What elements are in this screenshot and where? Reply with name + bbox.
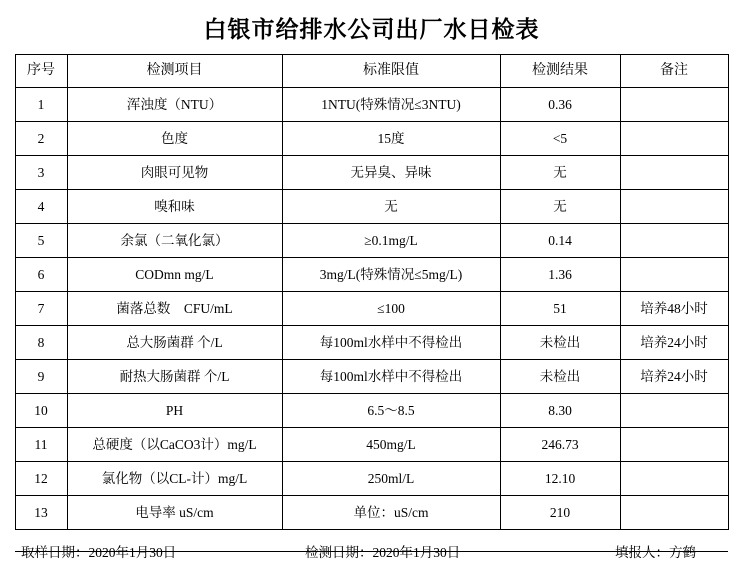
cell-remark (620, 122, 728, 156)
cell-no: 12 (15, 462, 67, 496)
table-row (15, 394, 728, 428)
cell-result: 无 (500, 156, 620, 190)
cell-no: 4 (15, 190, 67, 224)
cell-limit: 1NTU(特殊情况≤3NTU) (282, 88, 500, 122)
cell-item: 耐热大肠菌群 个/L (67, 360, 282, 394)
cell-no: 11 (15, 428, 67, 462)
cell-remark (620, 224, 728, 258)
page-title: 白银市给排水公司出厂水日检表 (203, 17, 540, 42)
cell-item: CODmn mg/L (67, 258, 282, 292)
cell-item: 菌落总数 CFU/mL (67, 292, 282, 326)
column-header-remark: 备注 (620, 55, 728, 88)
cell-limit: 每100ml水样中不得检出 (282, 360, 500, 394)
table-row (15, 292, 728, 326)
table-row (15, 224, 728, 258)
cell-item: 肉眼可见物 (67, 156, 282, 190)
cell-remark (620, 394, 728, 428)
table-row (15, 462, 728, 496)
column-header-item: 检测项目 (67, 55, 282, 88)
cell-limit: 无异臭、异味 (282, 156, 500, 190)
cell-remark (620, 156, 728, 190)
cell-limit: 每100ml水样中不得检出 (282, 326, 500, 360)
table-header-row (15, 55, 728, 88)
cell-no: 6 (15, 258, 67, 292)
cell-limit: 450mg/L (282, 428, 500, 462)
cell-limit: 单位：uS/cm (282, 496, 500, 530)
cell-item: 氯化物（以CL-计）mg/L (67, 462, 282, 496)
table-row (15, 428, 728, 462)
cell-result: 无 (500, 190, 620, 224)
table-row (15, 326, 728, 360)
table-row (15, 88, 728, 122)
cell-limit: ≥0.1mg/L (282, 224, 500, 258)
water-quality-table (15, 54, 729, 530)
cell-result: 246.73 (500, 428, 620, 462)
cell-remark (620, 496, 728, 530)
table-row (15, 496, 728, 530)
cell-no: 8 (15, 326, 67, 360)
column-header-result: 检测结果 (500, 55, 620, 88)
cell-remark: 培养48小时 (620, 292, 728, 326)
cell-no: 9 (15, 360, 67, 394)
table-row (15, 122, 728, 156)
cell-remark: 培养24小时 (620, 326, 728, 360)
cell-result: 51 (500, 292, 620, 326)
cell-item: 嗅和味 (67, 190, 282, 224)
cell-item: 总大肠菌群 个/L (67, 326, 282, 360)
cell-no: 10 (15, 394, 67, 428)
test-date-label: 检测日期：2020年1月30日 (305, 545, 461, 560)
cell-remark (620, 88, 728, 122)
cell-limit: 6.5～8.5 (282, 394, 500, 428)
cell-limit: 15度 (282, 122, 500, 156)
cell-remark (620, 190, 728, 224)
cell-result: 1.36 (500, 258, 620, 292)
table-row (15, 156, 728, 190)
cell-result: 12.10 (500, 462, 620, 496)
cell-item: 浑浊度（NTU） (67, 88, 282, 122)
table-row (15, 258, 728, 292)
cell-item: 总硬度（以CaCO3计）mg/L (67, 428, 282, 462)
cell-result: 0.14 (500, 224, 620, 258)
cell-remark (620, 428, 728, 462)
cell-item: 电导率 uS/cm (67, 496, 282, 530)
cell-limit: 250ml/L (282, 462, 500, 496)
cell-no: 7 (15, 292, 67, 326)
cell-limit: 无 (282, 190, 500, 224)
report-footer (15, 530, 728, 570)
table-row (15, 190, 728, 224)
cell-result: 0.36 (500, 88, 620, 122)
cell-result: 210 (500, 496, 620, 530)
cell-result: <5 (500, 122, 620, 156)
table-row (15, 360, 728, 394)
footer-divider (15, 551, 728, 552)
cell-item: 色度 (67, 122, 282, 156)
cell-result: 未检出 (500, 326, 620, 360)
cell-result: 8.30 (500, 394, 620, 428)
cell-item: 余氯（二氧化氯） (67, 224, 282, 258)
cell-no: 5 (15, 224, 67, 258)
cell-limit: ≤100 (282, 292, 500, 326)
cell-limit: 3mg/L(特殊情况≤5mg/L) (282, 258, 500, 292)
cell-no: 2 (15, 122, 67, 156)
column-header-no: 序号 (15, 55, 67, 88)
cell-result: 未检出 (500, 360, 620, 394)
cell-no: 3 (15, 156, 67, 190)
sample-date-label: 取样日期：2020年1月30日 (21, 545, 177, 560)
cell-remark (620, 462, 728, 496)
cell-no: 13 (15, 496, 67, 530)
cell-remark: 培养24小时 (620, 360, 728, 394)
column-header-limit: 标准限值 (282, 55, 500, 88)
cell-item: PH (67, 394, 282, 428)
cell-no: 1 (15, 88, 67, 122)
cell-remark (620, 258, 728, 292)
filler-name-label: 填报人：方鹤 (615, 545, 696, 560)
